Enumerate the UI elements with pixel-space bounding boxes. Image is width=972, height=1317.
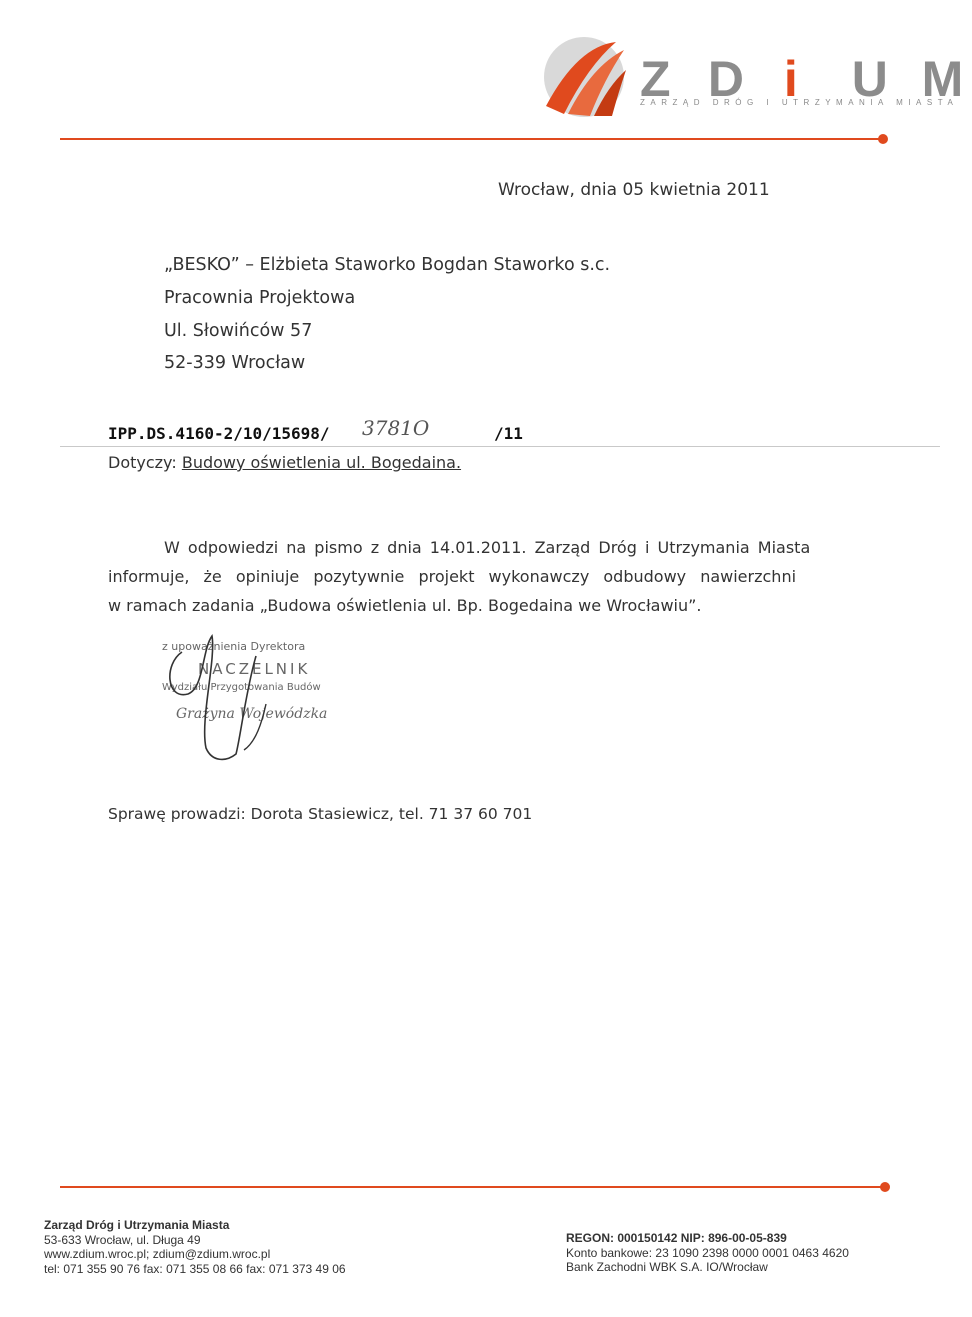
footer-address: 53-633 Wrocław, ul. Długa 49 [44,1232,201,1247]
subject-text: Budowy oświetlenia ul. Bogedaina. [181,453,462,472]
header-rule [60,138,880,140]
footer-rule [60,1186,882,1188]
stamp-signature [160,630,340,770]
footer-bank: Bank Zachodni WBK S.A. IO/Wrocław [566,1260,768,1274]
logo-letter: M [921,51,966,107]
footer-web-email: www.zdium.wroc.pl; zdium@zdium.wroc.pl [44,1247,271,1261]
recipient-line: 52-339 Wrocław [164,353,306,373]
footer-phones: tel: 071 355 90 76 fax: 071 355 08 66 fax: 071 373 49 06 [44,1261,346,1276]
subject-label: Dotyczy: [108,453,177,472]
stamp-line: Wydziału Przygotowania Budów [162,682,321,693]
stamp-line: z upoważnienia Dyrektora [162,640,306,653]
stamp-line: NACZELNIK [198,660,311,678]
footer-account: Konto bankowe: 23 1090 2398 0000 0001 0463 4620 [566,1245,849,1260]
footer-regon-nip: REGON: 000150142 NIP: 896-00-05-839 [566,1231,787,1245]
place-date: Wrocław, dnia 05 kwietnia 2011 [498,180,770,200]
recipient-line: Pracownia Projektowa [164,288,356,308]
reference-number: IPP.DS.4160-2/10/15698/ [108,424,330,443]
body-line: informuje, że opiniuje pozytywnie projekt wykonawczy odbudowy nawierzchni [108,567,797,586]
body-line: w ramach zadania „Budowa oświetlenia ul. Bp. Bogedaina we Wrocławiu”. [108,596,702,615]
handled-by: Sprawę prowadzi: Dorota Stasiewicz, tel. 71 37 60 701 [108,805,533,823]
reference-suffix: /11 [494,424,523,443]
reference-handwritten: 3781O [362,416,430,440]
subject-line [108,453,461,472]
logo-letter: U [851,51,890,107]
recipient-line: Ul. Słowińców 57 [164,321,313,341]
zdium-logo-icon [538,36,630,118]
footer-org-name: Zarząd Dróg i Utrzymania Miasta [44,1218,230,1232]
body-line: W odpowiedzi na pismo z dnia 14.01.2011. Zarząd Dróg i Utrzymania Miasta [164,538,811,557]
header-rule-dot [878,134,888,144]
logo-letter: Z [640,51,673,107]
logo-letter: D [707,51,747,107]
logo-tagline: ZARZĄD DRÓG I UTRZYMANIA MIASTA [640,98,959,107]
footer-rule-dot [880,1182,890,1192]
recipient-line: „BESKO” – Elżbieta Staworko Bogdan Staworko s.c. [164,255,611,275]
stamp-line: Grażyna Wojewódzka [176,706,328,722]
reference-underline [60,446,940,447]
footer-right [566,1231,849,1275]
footer-left [44,1218,346,1276]
signature-icon [160,630,340,770]
logo-letter: i [783,51,800,107]
